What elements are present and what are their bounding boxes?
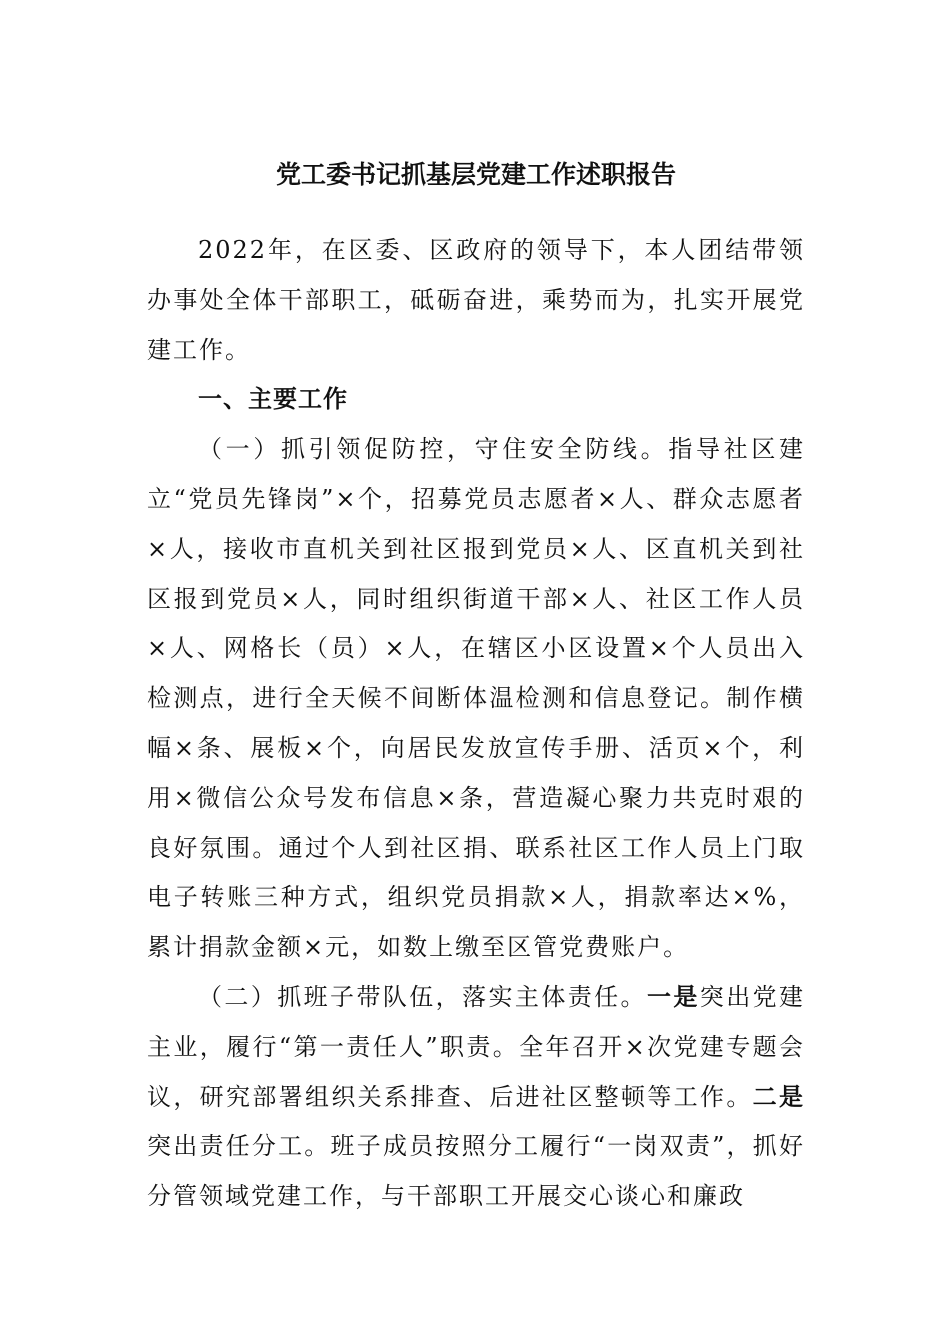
- paragraph-leadership: [147, 973, 805, 1222]
- document-body: [147, 226, 805, 1222]
- section-heading-main-work: 一、主要工作: [198, 385, 348, 414]
- paragraph-leadership-lead: （二）抓班子带队伍，落实主体责任。: [198, 982, 647, 1011]
- intro-paragraph: 2022年，在区委、区政府的领导下，本人团结带领办事处全体干部职工，砥砺奋进，乘势而为，扎实开展党建工作。: [147, 236, 805, 364]
- point-one-marker: 一是: [646, 982, 700, 1011]
- document-title: 党工委书记抓基层党建工作述职报告: [275, 160, 676, 189]
- paragraph-prevention: （一）抓引领促防控，守住安全防线。指导社区建立“党员先锋岗”×个，招募党员志愿者×人、群众志愿者×人，接收市直机关到社区报到党员×人、区直机关到社区报到党员×人，同时组织街道干部×人、社区工作人员×人、网格长（员）×人，在辖区小区设置×个人员出入检测点，进行全天候不间断体温检测和信息登记。制作横幅×条、展板×个，向居民发放宣传手册、活页×个，利用×微信公众号发布信息×条，营造凝心聚力共克时艰的良好氛围。通过个人到社区捐、联系社区工作人员上门取电子转账三种方式，组织党员捐款×人，捐款率达×%，累计捐款金额×元，如数上缴至区管党费账户。: [147, 435, 805, 962]
- point-one-text: 突出党建主业，履行“第一责任人”职责。全年召开×次党建专题会议，研究部署组织关系排查、后进社区整顿等工作。: [147, 982, 806, 1111]
- point-two-text: 突出责任分工。班子成员按照分工履行“一岗双责”，抓好分管领域党建工作，与干部职工开展交心谈心和廉政: [147, 1132, 805, 1211]
- point-two-marker: 二是: [752, 1082, 806, 1111]
